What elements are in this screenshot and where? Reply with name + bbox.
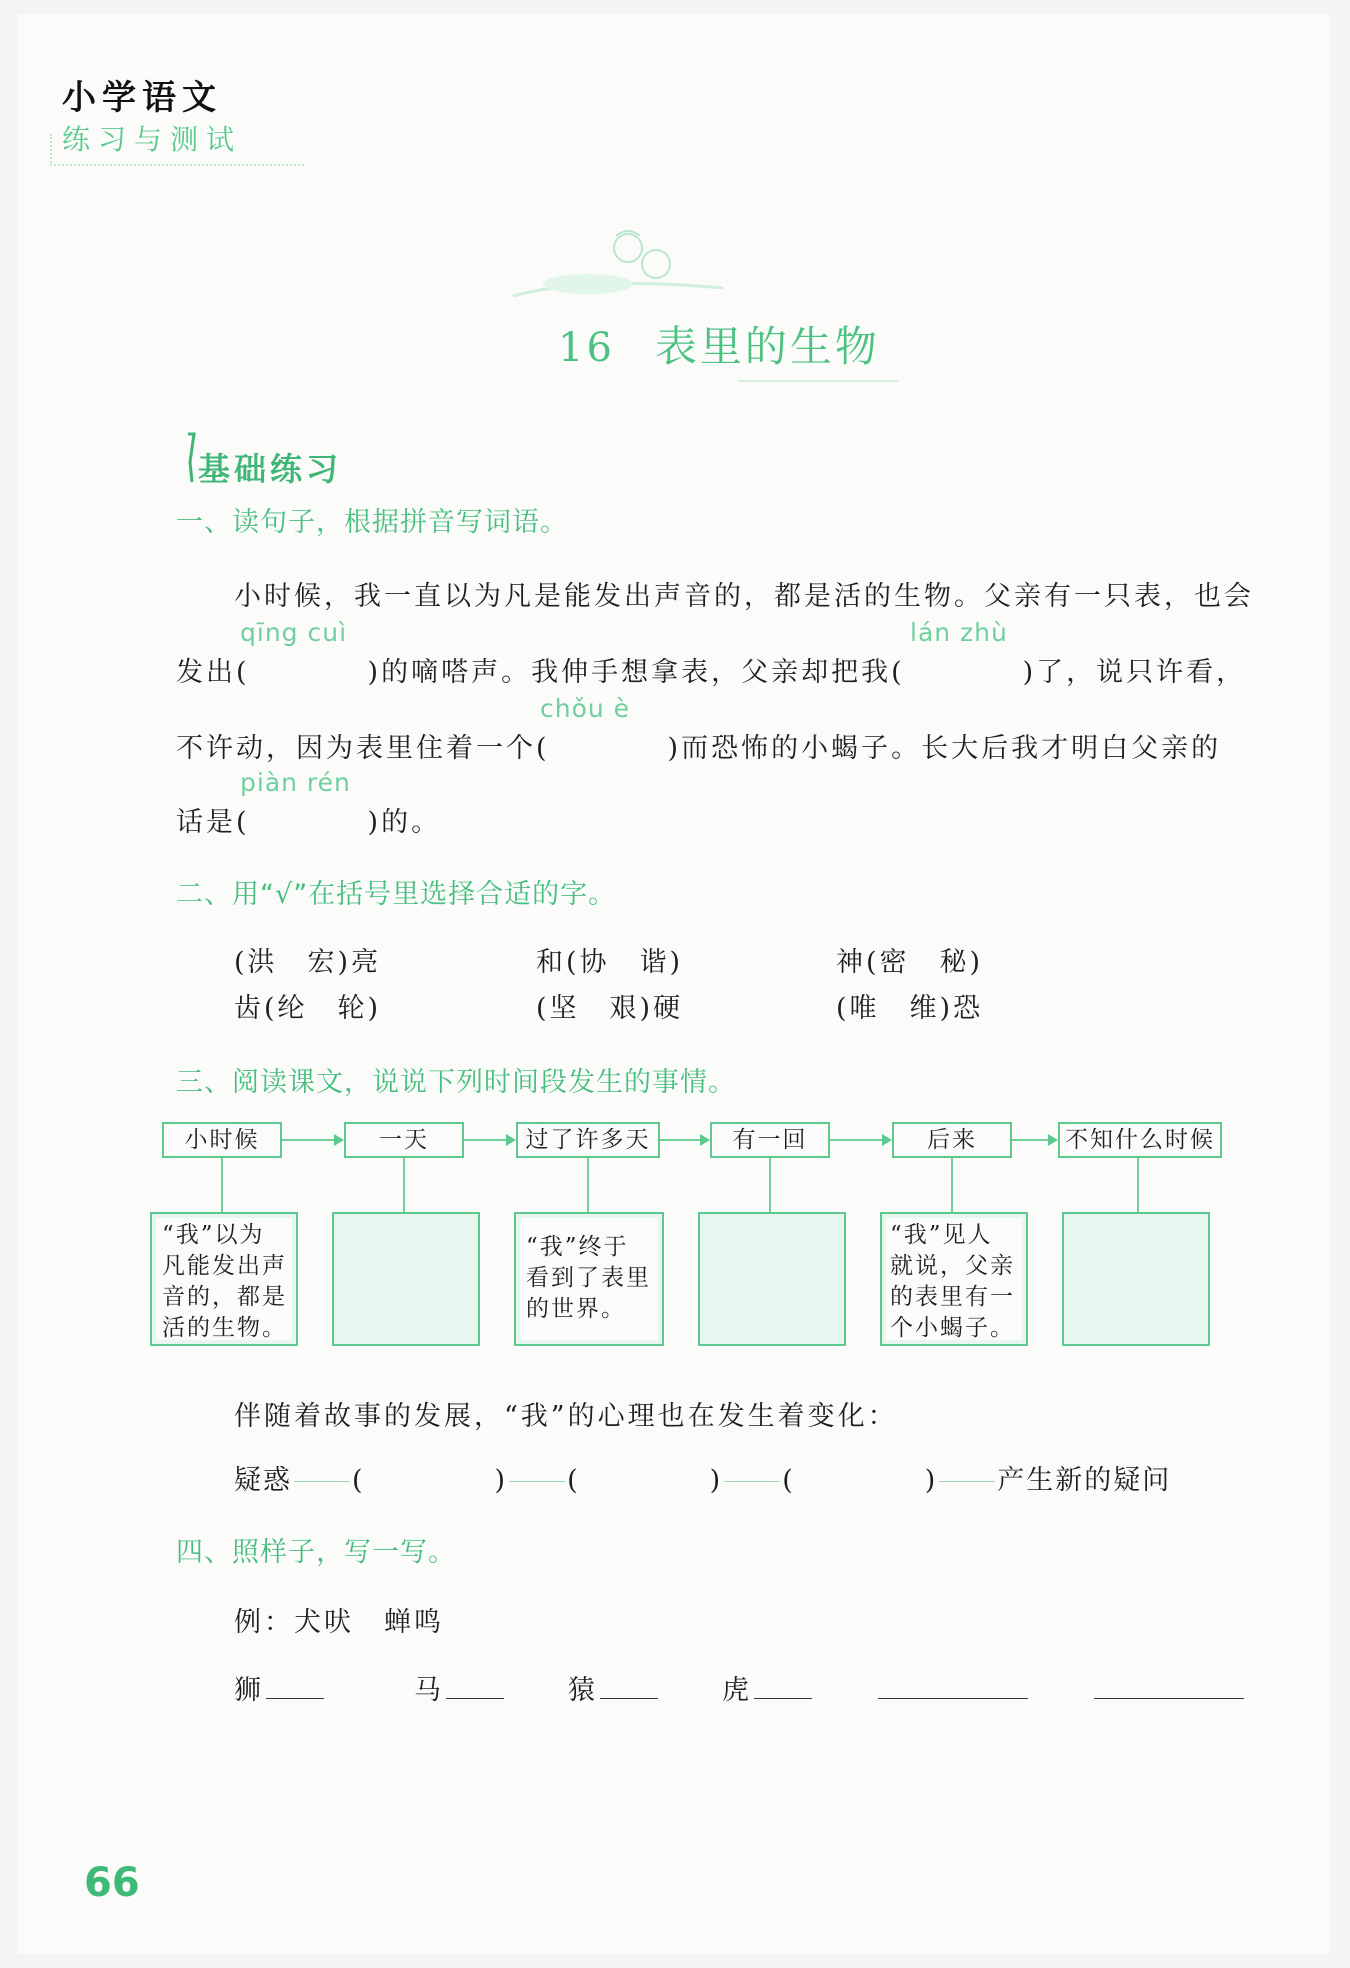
question-3-title: 三、阅读课文，说说下列时间段发生的事情。 (176, 1067, 736, 1098)
flow-connector (830, 1139, 882, 1141)
book-subtitle: 练习与测试 (62, 123, 243, 156)
arrow-right-icon (1048, 1134, 1058, 1146)
flow-connector (1137, 1158, 1139, 1212)
event-text: “我”以为 凡能发出声 音的，都是 活的生物。 (156, 1218, 292, 1340)
q1-line-1: 小时候，我一直以为凡是能发出声音的，都是活的生物。父亲有一只表，也会 (234, 581, 1254, 612)
q4-items: 狮 马 猿 虎 (234, 1668, 1244, 1707)
flow-connector (660, 1139, 700, 1141)
event-box (880, 1212, 1028, 1346)
q1-line-3: 不许动，因为表里住着一个( )而恐怖的小蝎子。长大后我才明白父亲的 (176, 733, 1222, 764)
q3-follow-text: 伴随着故事的发展，“我”的心理也在发生着变化： (234, 1401, 898, 1432)
choice-item[interactable]: (洪 宏)亮 (234, 947, 382, 978)
flag-icon (178, 432, 198, 488)
header-divider (54, 164, 304, 166)
arrow-right-icon (700, 1134, 710, 1146)
event-text: “我”见人 就说，父亲 的表里有一 个小蝎子。 (886, 1218, 1022, 1340)
flow-connector (403, 1158, 405, 1212)
flow-connector (951, 1158, 953, 1212)
question-4-title: 四、照样子，写一写。 (176, 1537, 456, 1568)
choice-item[interactable]: 齿(纶 轮) (234, 993, 382, 1024)
pinyin-1: qīng cuì (240, 618, 348, 647)
event-text: “我”终于 看到了表里 的世界。 (520, 1218, 658, 1340)
answer-line[interactable] (600, 1674, 658, 1699)
pinyin-3: chǒu è (540, 694, 631, 723)
flow-connector (1012, 1139, 1048, 1141)
lesson-number: 16 (558, 325, 615, 371)
question-1-title: 一、读句子，根据拼音写词语。 (176, 507, 568, 538)
flow-connector (769, 1158, 771, 1212)
flow-connector (282, 1139, 334, 1141)
event-answer-box[interactable] (698, 1212, 846, 1346)
header-divider-vertical (50, 134, 52, 166)
stage-box: 有一回 (710, 1122, 830, 1158)
section-title: 基础练习 (198, 450, 343, 488)
answer-line[interactable] (446, 1674, 504, 1699)
q1-line-2: 发出( )的嘀嗒声。我伸手想拿表，父亲却把我( )了，说只许看， (176, 657, 1247, 688)
arrow-right-icon (882, 1134, 892, 1146)
flow-connector (221, 1158, 223, 1212)
stage-box: 后来 (892, 1122, 1012, 1158)
arrow-right-icon (334, 1134, 344, 1146)
event-answer-box[interactable] (1062, 1212, 1210, 1346)
stage-box: 不知什么时候 (1058, 1122, 1222, 1158)
emotion-chain: 疑惑 ( ) ( ) ( ) 产生新的疑问 (234, 1465, 1172, 1496)
answer-line[interactable] (266, 1674, 324, 1699)
stage-box: 一天 (344, 1122, 464, 1158)
choice-item[interactable]: 神(密 秘) (836, 947, 984, 978)
question-2-title: 二、用“√”在括号里选择合适的字。 (176, 879, 617, 910)
pinyin-2: lán zhù (910, 618, 1008, 647)
answer-line[interactable] (878, 1674, 1028, 1699)
lesson-name: 表里的生物 (654, 322, 880, 371)
choice-item[interactable]: (坚 艰)硬 (536, 993, 684, 1024)
page-number: 66 (84, 1860, 140, 1906)
answer-line[interactable] (754, 1674, 812, 1699)
arrow-right-icon (506, 1134, 516, 1146)
flow-connector (587, 1158, 589, 1212)
event-box (514, 1212, 664, 1346)
choice-item[interactable]: (唯 维)恐 (836, 993, 984, 1024)
title-underline (738, 380, 898, 382)
answer-line[interactable] (1094, 1674, 1244, 1699)
pinyin-4: piàn rén (240, 768, 351, 797)
book-title: 小学语文 (62, 78, 222, 118)
flow-connector (464, 1139, 506, 1141)
workbook-page (18, 14, 1330, 1954)
event-box (150, 1212, 298, 1346)
q4-example: 例：犬吠 蝉鸣 (234, 1607, 444, 1638)
choice-item[interactable]: 和(协 谐) (536, 947, 684, 978)
q1-line-4: 话是( )的。 (176, 807, 442, 838)
event-answer-box[interactable] (332, 1212, 480, 1346)
children-illustration (508, 226, 728, 316)
stage-box: 小时候 (162, 1122, 282, 1158)
stage-box: 过了许多天 (516, 1122, 660, 1158)
lesson-title (558, 314, 880, 374)
